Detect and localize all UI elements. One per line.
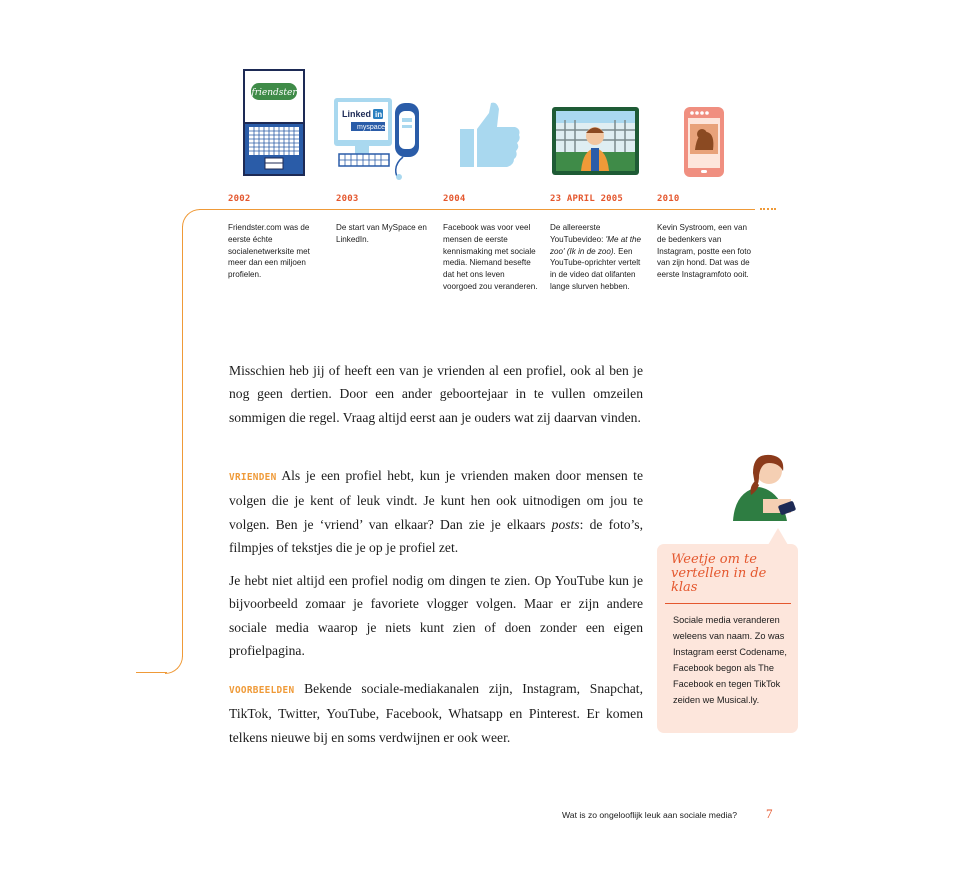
running-title: Wat is zo ongelooflijk leuk aan sociale media? <box>562 810 737 820</box>
youtube-video-icon <box>551 106 640 176</box>
event-year: 2004 <box>443 194 466 204</box>
paragraph-vrienden <box>229 464 643 560</box>
keyword-vrienden: VRIENDEN <box>229 472 277 483</box>
timeline-event-2002 <box>228 194 323 281</box>
factbox-title: Weetje om te vertellen in de klas <box>671 552 767 595</box>
timeline-continuation <box>760 208 776 210</box>
computer-linkedin-myspace-icon <box>333 97 423 181</box>
timeline-curve <box>165 656 183 674</box>
event-year: 2002 <box>228 194 251 204</box>
event-text: De allereerste YouTubevideo: <box>550 223 606 244</box>
timeline-vertical-line <box>182 226 183 657</box>
timeline-event-2003 <box>336 194 431 246</box>
event-description: Kevin Systroom, een van de bedenkers van Instagram, postte een foto van zijn hond. Dat was de eerste Instagramfoto ooit. <box>657 223 752 280</box>
factbox-divider <box>665 603 791 604</box>
event-description: Facebook was voor veel mensen de eerste kennismaking met sociale media. Niemand besefte dat het ons leven voorgoed zou veranderen. <box>443 223 538 291</box>
event-year: 2003 <box>336 194 359 204</box>
paragraph-text-italic: posts <box>551 516 580 532</box>
paragraph-intro: Misschien heb jij of heeft een van je vrienden al een profiel, ook al ben je nog geen dertien. Door een ander geboortejaar in te vullen omzeilen sommigen die regel. Vraag altijd eerst aan je ouders wat zij daarvan vinden. <box>229 363 643 425</box>
page-number: 7 <box>766 806 773 821</box>
girl-illustration-icon <box>729 451 801 523</box>
event-description: De start van MySpace en LinkedIn. <box>336 223 427 244</box>
timeline-tail <box>136 672 167 673</box>
svg-text:Linked: Linked <box>342 109 372 119</box>
event-year: 2010 <box>657 194 680 204</box>
factbox-text: Sociale media veranderen weleens van naam. Zo was Instagram eerst Codename, Facebook begon als The Facebook en tegen TikTok zeiden we Musical.ly. <box>673 615 787 705</box>
paragraph-text: Als je een profiel hebt, kun je vrienden maken door mensen te volgen die je kent of leuk vindt. Je kunt hen ook uitnodigen om jou te volgen. Ben je ‘vriend’ van elkaar? Dan zie je elkaars <box>229 468 643 532</box>
svg-text:in: in <box>375 110 383 119</box>
keyword-voorbeelden: VOORBEELDEN <box>229 685 295 696</box>
factbox-pointer <box>768 528 788 545</box>
friendster-logo: friendster <box>251 88 297 98</box>
paragraph-profiel: Je hebt niet altijd een profiel nodig om dingen te zien. Op YouTube kun je bijvoorbeeld zomaar je favoriete vlogger volgen. Maar er zijn andere sociale media waarop je niets kunt zien of doen zonder een eigen profielpagina. <box>229 573 643 659</box>
paragraph-text: Bekende sociale-mediakanalen zijn, Instagram, Snapchat, TikTok, Twitter, YouTube, Facebook, Whatsapp en Pinterest. Er komen telkens nieuwe bij en soms verdwijnen er ook weer. <box>229 681 643 745</box>
thumbs-up-icon <box>459 101 521 169</box>
svg-text:myspace: myspace <box>357 124 386 131</box>
event-text: Een YouTube-oprichter vertelt in de video dat olifanten lange slurven hebben. <box>550 246 641 291</box>
phone-instagram-icon <box>683 106 725 178</box>
timeline-event-2010 <box>657 194 752 281</box>
paragraph-text: : de foto’s, filmpjes of tekstjes die je op je profiel zet. <box>229 516 643 556</box>
event-year: 23 APRIL 2005 <box>550 194 624 204</box>
laptop-friendster-icon <box>243 69 305 177</box>
event-text-italic: 'Me at the zoo' (Ik in de zoo). <box>550 234 641 256</box>
paragraph-voorbeelden <box>229 677 643 749</box>
timeline-curve <box>182 209 200 227</box>
timeline-event-2004 <box>443 194 538 293</box>
event-description: Friendster.com was de eerste échte socialenetwerksite met meer dan een miljoen profielen. <box>228 223 310 280</box>
timeline-event-2005 <box>550 194 645 293</box>
event-description <box>550 222 645 293</box>
